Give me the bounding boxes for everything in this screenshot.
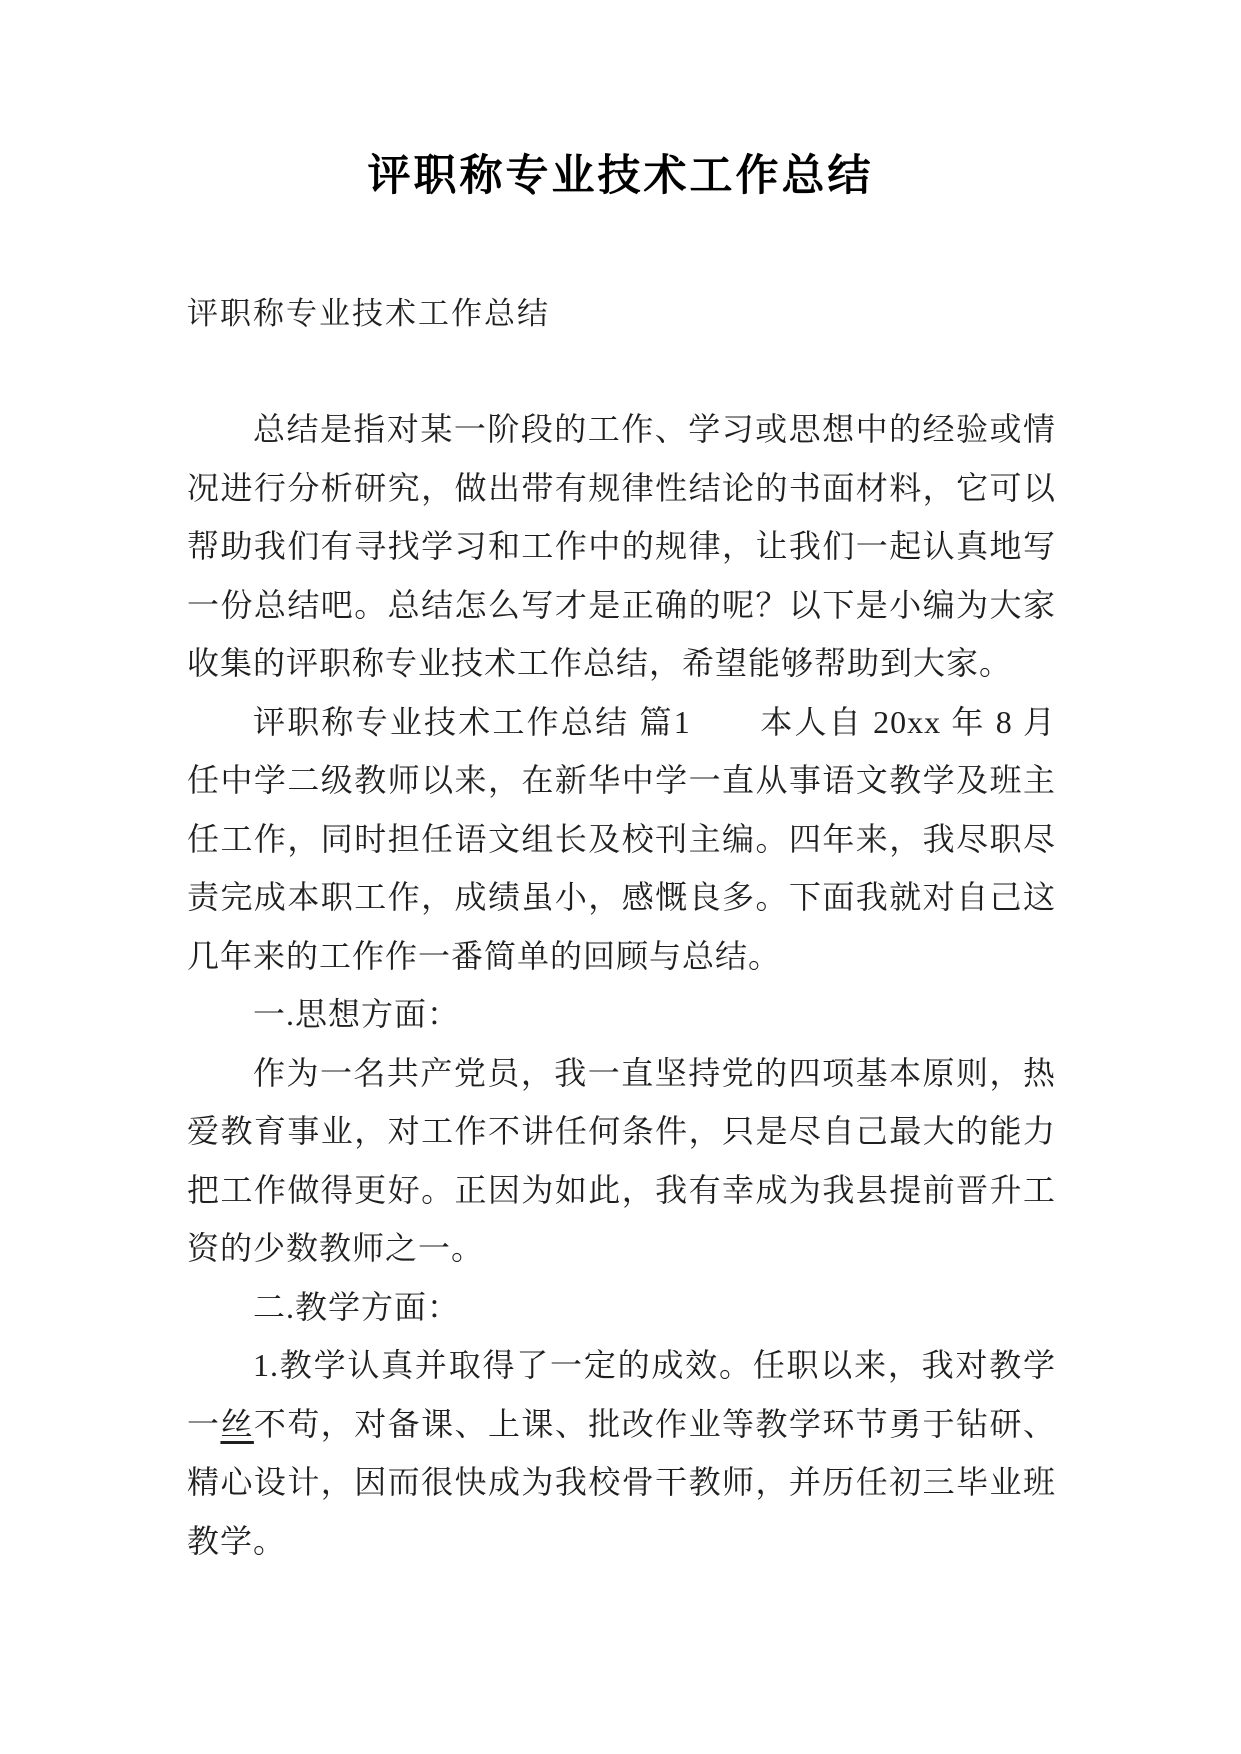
body-line: 帮助我们有寻找学习和工作中的规律，让我们一起认真地写 xyxy=(187,528,1056,564)
body-line: 任中学二级教师以来，在新华中学一直从事语文教学及班主 xyxy=(187,762,1056,798)
body-line: 二.教学方面： xyxy=(253,1288,461,1325)
body-line: 把工作做得更好。正因为如此，我有幸成为我县提前晋升工 xyxy=(187,1171,1056,1208)
body-line: 评职称专业技术工作总结 篇1 本人自 20xx 年 8 月 xyxy=(253,703,1056,740)
body-line: 总结是指对某一阶段的工作、学习或思想中的经验或情 xyxy=(253,411,1056,447)
body-line: 资的少数教师之一。 xyxy=(187,1230,485,1266)
document-subtitle: 评职称专业技术工作总结 xyxy=(187,296,550,331)
document-body xyxy=(187,400,1056,1570)
body-line: 精心设计，因而很快成为我校骨干教师，并历任初三毕业班 xyxy=(187,1464,1056,1500)
body-line: 爱教育事业，对工作不讲任何条件，只是尽自己最大的能力 xyxy=(187,1113,1056,1149)
body-line: 几年来的工作作一番简单的回顾与总结。 xyxy=(187,937,782,974)
body-line: 作为一名共产党员，我一直坚持党的四项基本原则，热 xyxy=(253,1054,1056,1091)
body-line: 一丝不苟，对备课、上课、批改作业等教学环节勇于钻研、 xyxy=(187,1405,1056,1442)
body-line: 教学。 xyxy=(187,1522,287,1559)
body-line: 责完成本职工作，成绩虽小，感慨良多。下面我就对自己这 xyxy=(187,879,1056,915)
body-line: 一.思想方面： xyxy=(253,996,461,1032)
document-title: 评职称专业技术工作总结 xyxy=(367,152,874,200)
body-line: 一份总结吧。总结怎么写才是正确的呢？以下是小编为大家 xyxy=(187,586,1056,623)
body-line: 收集的评职称专业技术工作总结，希望能够帮助到大家。 xyxy=(187,645,1013,681)
body-line: 任工作，同时担任语文组长及校刊主编。四年来，我尽职尽 xyxy=(187,820,1056,857)
body-line: 1.教学认真并取得了一定的成效。任职以来，我对教学 xyxy=(253,1347,1056,1383)
body-line: 况进行分析研究，做出带有规律性结论的书面材料，它可以 xyxy=(187,469,1056,506)
